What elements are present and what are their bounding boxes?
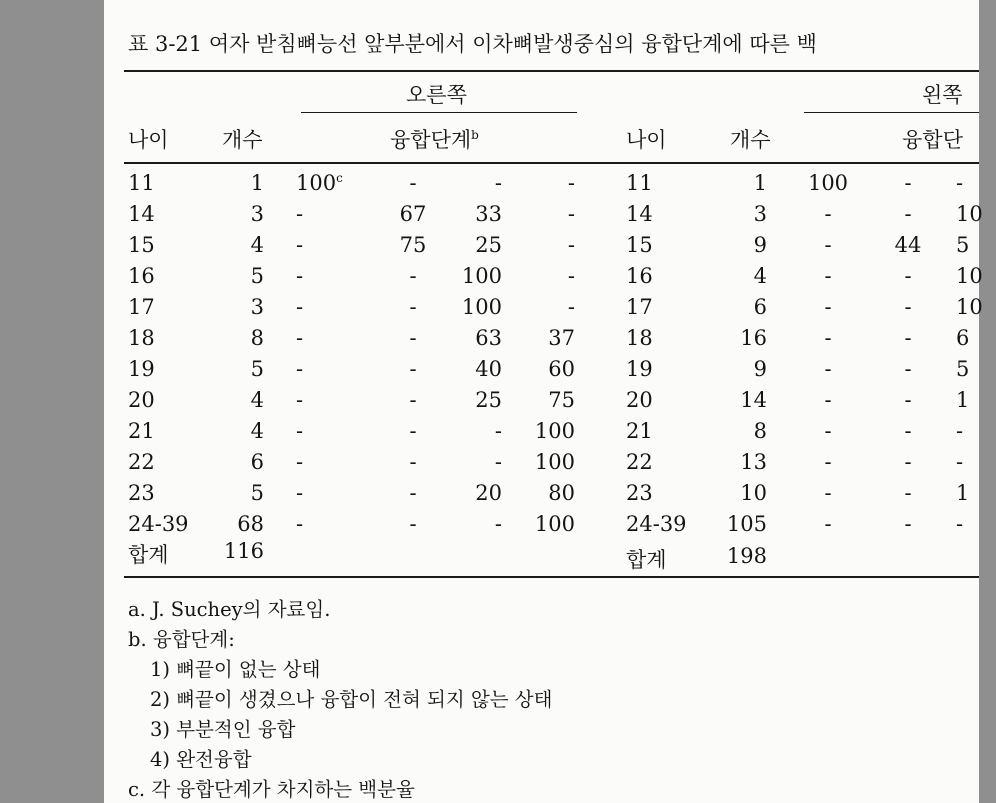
right_side-cell-s2: -	[409, 264, 417, 288]
left_side-cell-s3: -	[956, 419, 964, 443]
right_side-cell-s3: 100	[461, 295, 502, 319]
right_side-cell-n: 5	[250, 481, 264, 505]
left_side-cell-s3: 10	[956, 264, 983, 288]
right_side-cell-s4: 100	[534, 450, 575, 474]
right_side-cell-s2: -	[409, 326, 417, 350]
right-header-underline	[301, 112, 577, 113]
right_side-cell-n: 5	[250, 357, 264, 381]
note-b-item-4: 4) 완전융합	[150, 748, 252, 771]
right_side-cell-s4: -	[567, 264, 575, 288]
note-b-item-1: 1) 뼈끝이 없는 상태	[150, 658, 321, 681]
right_side-cell-s1: -	[296, 202, 304, 226]
right_side-cell-s1: -	[296, 388, 304, 412]
right_side-cell-age: 17	[128, 295, 155, 319]
left_side-cell-n: 9	[753, 233, 767, 257]
right_side-cell-s2: 67	[399, 202, 427, 226]
right_side-cell-s4: 75	[548, 388, 575, 412]
right_side-cell-s2: -	[409, 450, 417, 474]
right_side-cell-s1: 100$^c$	[296, 171, 343, 195]
right_side-cell-s4: 60	[548, 357, 575, 381]
right_side-cell-n: 3	[250, 202, 264, 226]
right_side-cell-s1: -	[296, 233, 304, 257]
right_side-cell-s3: -	[494, 171, 502, 195]
left_side-cell-s1: -	[824, 419, 832, 443]
left_side-cell-s1: -	[824, 450, 832, 474]
right_side-cell-s4: 37	[548, 326, 575, 350]
right_side-cell-age: 18	[128, 326, 155, 350]
right-total-label: 합계	[128, 543, 169, 567]
right_side-cell-s2: -	[409, 481, 417, 505]
right_side-cell-s2: -	[409, 295, 417, 319]
left_side-cell-s2: -	[904, 450, 912, 474]
right_side-cell-s4: 100	[534, 512, 575, 536]
right_side-cell-s1: -	[296, 481, 304, 505]
left-total-value: 198	[726, 544, 767, 568]
left_side-cell-n: 9	[753, 357, 767, 381]
left-total-label: 합계	[626, 548, 667, 572]
left_side-cell-age: 14	[626, 202, 653, 226]
left_side-cell-s2: -	[904, 357, 912, 381]
right_side-cell-s3: 63	[475, 326, 502, 350]
left_side-cell-s1: -	[824, 202, 832, 226]
note-a: a. J. Suchey의 자료임.	[128, 598, 331, 621]
left_side-cell-s2: -	[904, 512, 912, 536]
left_side-cell-age: 21	[626, 419, 653, 443]
right_side-cell-s3: 20	[475, 481, 502, 505]
left_side-cell-n: 6	[753, 295, 767, 319]
right_side-cell-s1: -	[296, 450, 304, 474]
right_side-cell-s2: -	[409, 171, 417, 195]
right_side-cell-age: 11	[128, 171, 155, 195]
right-total-value: 116	[223, 539, 264, 563]
right_side-cell-s4: -	[567, 233, 575, 257]
note-c: c. 각 융합단계가 차지하는 백분율	[128, 778, 415, 801]
right_side-cell-age: 15	[128, 233, 155, 257]
right_side-cell-s4: -	[567, 202, 575, 226]
left_side-cell-s3: -	[956, 450, 964, 474]
table-title: 표 3-21 여자 받침뼈능선 앞부분에서 이차뼈발생중심의 융합단계에 따른 백	[128, 32, 817, 56]
right_side-cell-s2: 75	[399, 233, 427, 257]
left_side-cell-n: 14	[740, 388, 767, 412]
document-page	[104, 0, 983, 803]
left_side-cell-n: 10	[740, 481, 767, 505]
left_side-cell-age: 16	[626, 264, 653, 288]
right_side-cell-age: 14	[128, 202, 155, 226]
right_side-cell-s3: -	[494, 512, 502, 536]
left_side-cell-s1: -	[824, 295, 832, 319]
left_side-cell-age: 22	[626, 450, 653, 474]
right_side-cell-s2: -	[409, 512, 417, 536]
right_side-cell-s1: -	[296, 357, 304, 381]
note-b-item-3: 3) 부분적인 융합	[150, 718, 296, 741]
right_side-cell-s4: 100	[534, 419, 575, 443]
right_side-cell-n: 8	[250, 326, 264, 350]
left_side-cell-s2: -	[904, 295, 912, 319]
right_side-cell-n: 68	[237, 512, 264, 536]
right_side-cell-n: 3	[250, 295, 264, 319]
right_side-cell-s2: -	[409, 357, 417, 381]
right_side-cell-age: 21	[128, 419, 155, 443]
left_side-cell-s2: -	[904, 388, 912, 412]
left_side-cell-s2: 44	[894, 233, 922, 257]
right_side-cell-age: 19	[128, 357, 155, 381]
right-col-stage-header: 융합단계$^b$	[390, 128, 479, 152]
right_side-cell-age: 22	[128, 450, 155, 474]
left_side-cell-n: 13	[740, 450, 767, 474]
left_side-cell-s3: 6	[956, 326, 970, 350]
left_side-cell-age: 19	[626, 357, 653, 381]
left-side-header: 왼쪽	[922, 83, 963, 107]
note-b: b. 융합단계:	[128, 628, 235, 651]
left_side-cell-s1: -	[824, 264, 832, 288]
left_side-cell-s3: 10	[956, 295, 983, 319]
left_side-cell-s3: 10	[956, 202, 983, 226]
left_side-cell-s1: -	[824, 512, 832, 536]
left_side-cell-n: 1	[753, 171, 767, 195]
right-side-header: 오른쪽	[406, 83, 467, 107]
right_side-cell-n: 4	[250, 388, 264, 412]
note-b-item-2: 2) 뼈끝이 생겼으나 융합이 전혀 되지 않는 상태	[150, 688, 553, 711]
right_side-cell-s3: 33	[475, 202, 502, 226]
right-col-count-header: 개수	[222, 128, 263, 152]
right_side-cell-n: 6	[250, 450, 264, 474]
left_side-cell-age: 23	[626, 481, 653, 505]
right_side-cell-s4: 80	[548, 481, 575, 505]
right_side-cell-s2: -	[409, 388, 417, 412]
right_side-cell-n: 4	[250, 419, 264, 443]
left_side-cell-s1: -	[824, 481, 832, 505]
right_side-cell-n: 5	[250, 264, 264, 288]
left_side-cell-s2: -	[904, 481, 912, 505]
header-bottom-rule	[124, 162, 979, 164]
left-col-stage-header: 융합단	[902, 128, 963, 152]
left_side-cell-age: 11	[626, 171, 653, 195]
left_side-cell-age: 20	[626, 388, 653, 412]
left_side-cell-age: 24-39	[626, 512, 687, 536]
right_side-cell-s2: -	[409, 419, 417, 443]
right_side-cell-s1: -	[296, 512, 304, 536]
table-top-rule	[124, 70, 979, 72]
left-col-count-header: 개수	[730, 128, 771, 152]
table-bottom-rule	[124, 576, 979, 578]
right_side-cell-age: 23	[128, 481, 155, 505]
left-header-underline	[804, 112, 979, 113]
left_side-cell-s2: -	[904, 264, 912, 288]
left_side-cell-s1: -	[824, 388, 832, 412]
right_side-cell-age: 24-39	[128, 512, 189, 536]
right_side-cell-s3: 100	[461, 264, 502, 288]
right_side-cell-s1: -	[296, 295, 304, 319]
right_side-cell-s1: -	[296, 264, 304, 288]
left_side-cell-s2: -	[904, 202, 912, 226]
left_side-cell-n: 3	[753, 202, 767, 226]
right_side-cell-n: 1	[250, 171, 264, 195]
left_side-cell-s2: -	[904, 326, 912, 350]
right-col-age-header: 나이	[128, 128, 169, 152]
left_side-cell-s3: -	[956, 512, 964, 536]
right_side-cell-n: 4	[250, 233, 264, 257]
left_side-cell-s3: 5	[956, 357, 970, 381]
left_side-cell-s3: -	[956, 171, 964, 195]
left_side-cell-s1: -	[824, 357, 832, 381]
right_side-cell-s3: -	[494, 419, 502, 443]
right_side-cell-s4: -	[567, 171, 575, 195]
left_side-cell-s2: -	[904, 171, 912, 195]
left_side-cell-age: 15	[626, 233, 653, 257]
left_side-cell-n: 4	[753, 264, 767, 288]
right_side-cell-s3: 25	[475, 233, 502, 257]
right_side-cell-s3: 25	[475, 388, 502, 412]
left_side-cell-n: 16	[740, 326, 767, 350]
left_side-cell-s2: -	[904, 419, 912, 443]
left_side-cell-age: 18	[626, 326, 653, 350]
left_side-cell-s1: -	[824, 233, 832, 257]
left_side-cell-s3: 1	[956, 481, 970, 505]
right_side-cell-s3: 40	[475, 357, 502, 381]
right_side-cell-s1: -	[296, 419, 304, 443]
right_side-cell-age: 20	[128, 388, 155, 412]
left_side-cell-s1: -	[824, 326, 832, 350]
right_side-cell-s1: -	[296, 326, 304, 350]
left_side-cell-n: 105	[726, 512, 767, 536]
right_side-cell-age: 16	[128, 264, 155, 288]
left_side-cell-age: 17	[626, 295, 653, 319]
left_side-cell-n: 8	[753, 419, 767, 443]
left_side-cell-s1: 100	[807, 171, 849, 195]
left_side-cell-s3: 5	[956, 233, 970, 257]
left_side-cell-s3: 1	[956, 388, 970, 412]
left-col-age-header: 나이	[626, 128, 667, 152]
right_side-cell-s4: -	[567, 295, 575, 319]
right_side-cell-s3: -	[494, 450, 502, 474]
